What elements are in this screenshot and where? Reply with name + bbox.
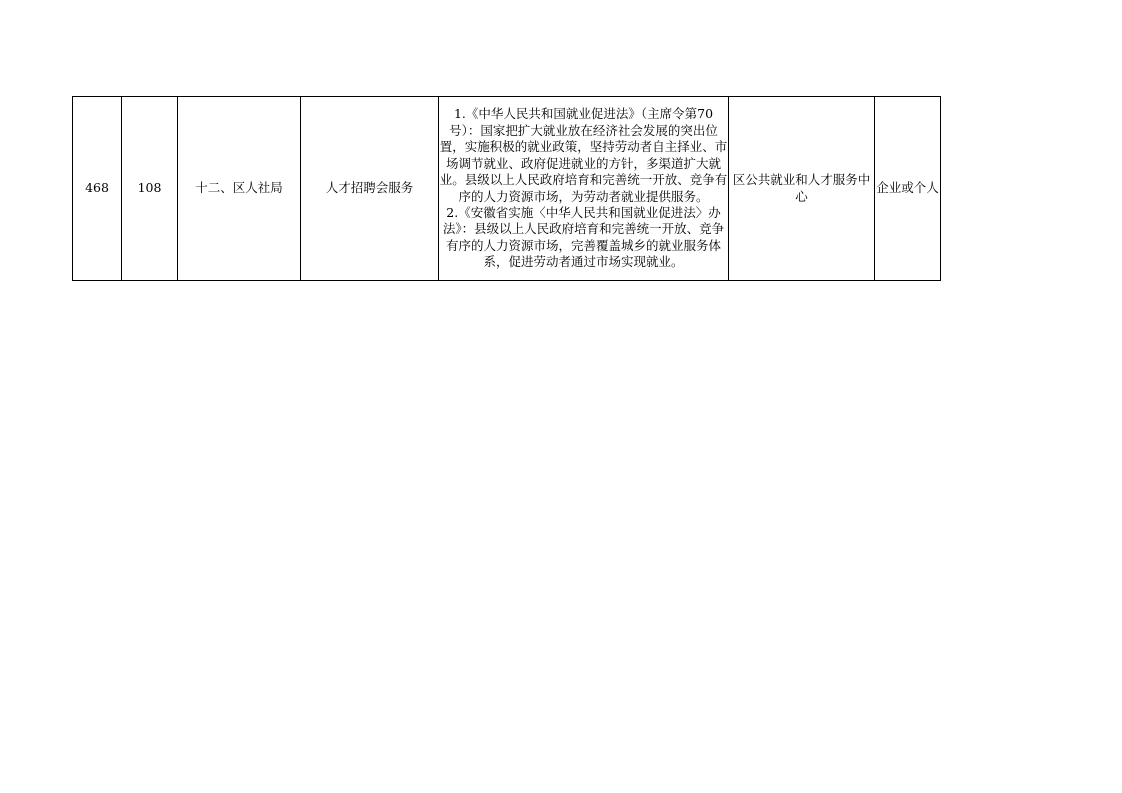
service-table [72,96,941,281]
cell-legal-basis [439,97,729,281]
legal-basis-clause-2: 2.《安徽省实施〈中华人民共和国就业促进法〉办法》：县级以上人民政府培育和完善统一开放、竞争有序的人力资源市场，完善覆盖城乡的就业服务体系，促进劳动者通过市场实现就业。 [442,204,725,270]
cell-item-number: 108 [122,97,178,281]
cell-responsible-organization: 区公共就业和人才服务中心 [729,97,875,281]
table-row [73,97,941,281]
cell-service-target: 企业或个人 [875,97,941,281]
legal-basis-clause-1: 1.《中华人民共和国就业促进法》（主席令第70号）：国家把扩大就业放在经济社会发展的突出位置，实施积极的就业政策，坚持劳动者自主择业、市场调节就业、政府促进就业的方针，多渠道扩大就业。县级以上人民政府培育和完善统一开放、竞争有序的人力资源市场，为劳动者就业提供服务。 [439,106,728,204]
cell-sequence-number: 468 [73,97,122,281]
cell-service-item: 人才招聘会服务 [301,97,439,281]
cell-department: 十二、区人社局 [178,97,301,281]
